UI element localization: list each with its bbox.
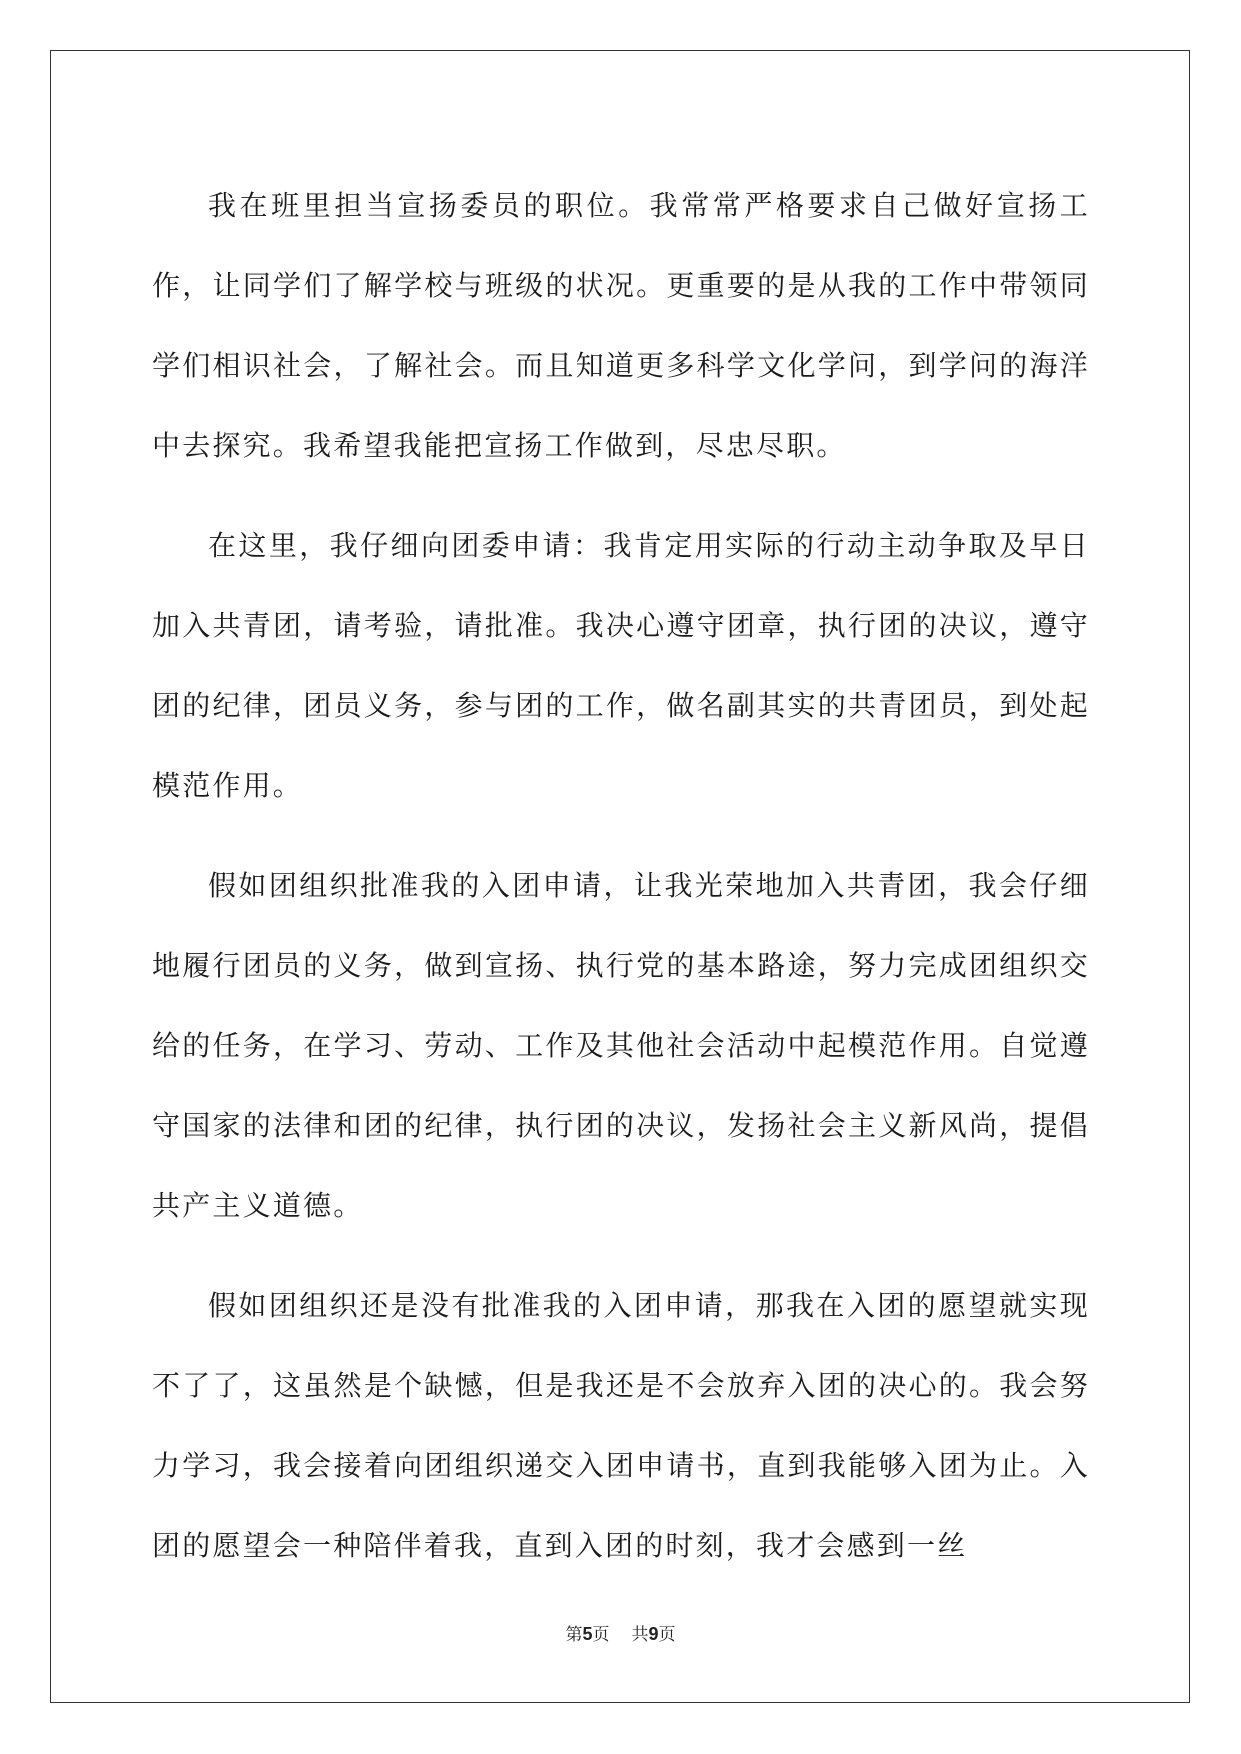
current-page-number: 5 <box>582 1624 593 1644</box>
page-label-prefix: 第 <box>565 1625 583 1645</box>
paragraph: 在这里，我仔细向团委申请：我肯定用实际的行动主动争取及早日加入共青团，请考验，请批准。我决心遵守团章，执行团的决议，遵守团的纪律，团员义务，参与团的工作，做名副其实的共青团员，到处起模范作用。 <box>152 529 1090 802</box>
paragraph: 假如团组织还是没有批准我的入团申请，那我在入团的愿望就实现不了了，这虽然是个缺憾，但是我还是不会放弃入团的决心的。我会努力学习，我会接着向团组织递交入团申请书，直到我能够入团为止。入团的愿望会一种陪伴着我，直到入团的时刻，我才会感到一丝 <box>152 1289 1090 1562</box>
total-label-prefix: 共 <box>631 1625 649 1645</box>
total-label-suffix: 页 <box>658 1625 676 1645</box>
paragraph: 我在班里担当宣扬委员的职位。我常常严格要求自己做好宣扬工作，让同学们了解学校与班级的状况。更重要的是从我的工作中带领同学们相识社会，了解社会。而且知道更多科学文化学问，到学问的海洋中去探究。我希望我能把宣扬工作做到，尽忠尽职。 <box>152 189 1090 462</box>
paragraph: 假如团组织批准我的入团申请，让我光荣地加入共青团，我会仔细地履行团员的义务，做到宣扬、执行党的基本路途，努力完成团组织交给的任务，在学习、劳动、工作及其他社会活动中起模范作用。自觉遵守国家的法律和团的纪律，执行团的决议，发扬社会主义新风尚，提倡共产主义道德。 <box>152 869 1090 1222</box>
page-label-suffix: 页 <box>592 1625 610 1645</box>
page-footer <box>0 1620 1241 1645</box>
total-page-number: 9 <box>648 1624 659 1644</box>
document-body <box>152 166 1090 1606</box>
